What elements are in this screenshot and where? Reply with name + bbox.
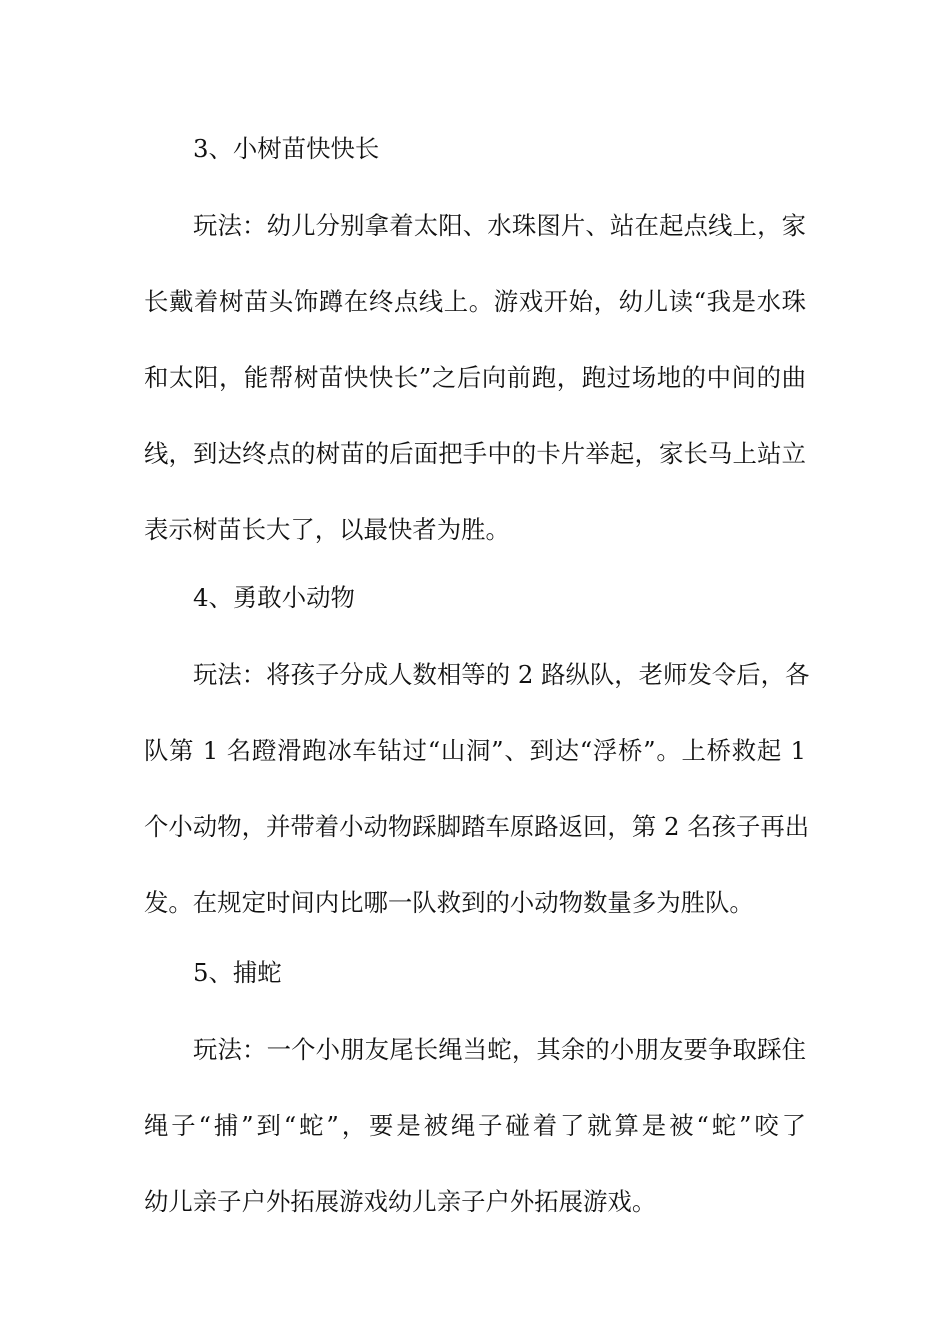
paragraph-line: 幼儿亲子户外拓展游戏幼儿亲子户外拓展游戏。 [144, 1187, 657, 1216]
paragraph-line: 表示树苗长大了，以最快者为胜。 [144, 515, 510, 544]
paragraph-line: 线，到达终点的树苗的后面把手中的卡片举起，家长马上站立 [144, 439, 806, 468]
paragraph-line: 个小动物，并带着小动物踩脚踏车原路返回，第 2 名孩子再出 [144, 812, 810, 841]
paragraph-line: 玩法：将孩子分成人数相等的 2 路纵队，老师发令后，各 [193, 660, 810, 689]
paragraph-line: 发。在规定时间内比哪一队救到的小动物数量多为胜队。 [144, 888, 754, 917]
paragraph-line: 玩法：一个小朋友尾长绳当蛇，其余的小朋友要争取踩住 [193, 1035, 806, 1064]
section-heading-4: 4、勇敢小动物 [193, 583, 355, 612]
paragraph-line: 和太阳，能帮树苗快快长”之后向前跑，跑过场地的中间的曲 [144, 363, 806, 392]
section-heading-3: 3、小树苗快快长 [193, 134, 380, 163]
paragraph-line: 长戴着树苗头饰蹲在终点线上。游戏开始，幼儿读“我是水珠 [144, 287, 806, 316]
paragraph-line: 绳子“捕”到“蛇”，要是被绳子碰着了就算是被“蛇”咬了 [144, 1111, 806, 1140]
paragraph-line: 玩法：幼儿分别拿着太阳、水珠图片、站在起点线上，家 [193, 211, 806, 240]
section-heading-5: 5、捕蛇 [193, 958, 282, 987]
paragraph-line: 队第 1 名蹬滑跑冰车钻过“山洞”、到达“浮桥”。上桥救起 1 [144, 736, 806, 765]
